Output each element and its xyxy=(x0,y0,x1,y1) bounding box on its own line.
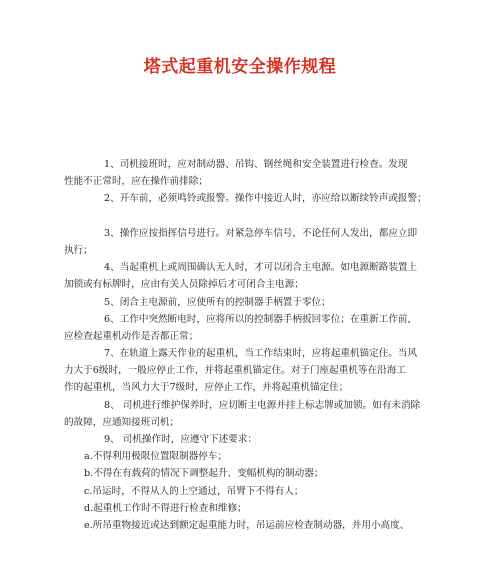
paragraph-line: 的故障，应通知接班司机； xyxy=(64,416,180,428)
paragraph-line: 3、操作应按指挥信号进行。对紧急停车信号，不论任何人发出，都应立即 xyxy=(104,227,418,239)
paragraph-line: 7、在轨道上露天作业的起重机，当工作结束时，应将起重机锚定住。当风 xyxy=(104,348,418,360)
paragraph-line: 加锁或有标牌时，应由有关人员除掉后才可闭合主电源； xyxy=(64,279,304,291)
document-body xyxy=(64,156,427,534)
paragraph-line: 执行； xyxy=(64,244,93,256)
list-item-line: a.不得利用极限位置限制器停车； xyxy=(84,451,228,463)
list-item-line: b.不得在有载荷的情况下调整起升、变幅机构的制动器； xyxy=(84,468,324,480)
list-item-line: d.起重机工作时不得进行检查和维修； xyxy=(84,502,247,514)
paragraph-gap xyxy=(64,208,424,225)
list-item-line: e.所吊重物接近或达到额定起重能力时，吊运前应检查制动器，并用小高度、 xyxy=(84,519,410,531)
document-title: 塔式起重机安全操作规程 xyxy=(143,57,337,77)
paragraph-line: 4、当起重机上或周围确认无人时，才可以闭合主电源。如电源断路装置上 xyxy=(104,262,418,274)
paragraph-line: 8、 司机进行维护保养时，应切断主电源并挂上标志牌或加锁。如有未消除 xyxy=(104,399,421,411)
paragraph-line: 5、闭合主电源前，应使所有的控制器手柄置于零位； xyxy=(104,296,331,308)
paragraph-line: 6、工作中突然断电时，应将所以的控制器手柄扳回零位；在重新工作前， xyxy=(104,313,418,325)
paragraph-line: 作的起重机，当风力大于7级时，应停止工作，并将起重机锚定住； xyxy=(64,382,349,394)
paragraph-line: 性能不正常时，应在操作前排除； xyxy=(64,176,208,188)
paragraph-line: 9、 司机操作时，应遵守下述要求： xyxy=(104,434,258,445)
paragraph-line: 应检查起重机动作是否都正常； xyxy=(64,330,199,342)
list-item-line: c.吊运时，不得从人的上空通过，吊臂下不得有人； xyxy=(84,485,304,497)
paragraph-line: 2、开车前，必须鸣铃或报警。操作中接近人时，亦应给以断续铃声或报警； xyxy=(104,193,427,205)
paragraph-line: 力大于6级时，一般应停止工作，并将起重机锚定住。对于门座起重机等在沿海工 xyxy=(64,365,406,377)
paragraph-line: 1、司机接班时，应对制动器、吊钩、钢丝绳和安全装置进行检查。发现 xyxy=(104,159,408,170)
